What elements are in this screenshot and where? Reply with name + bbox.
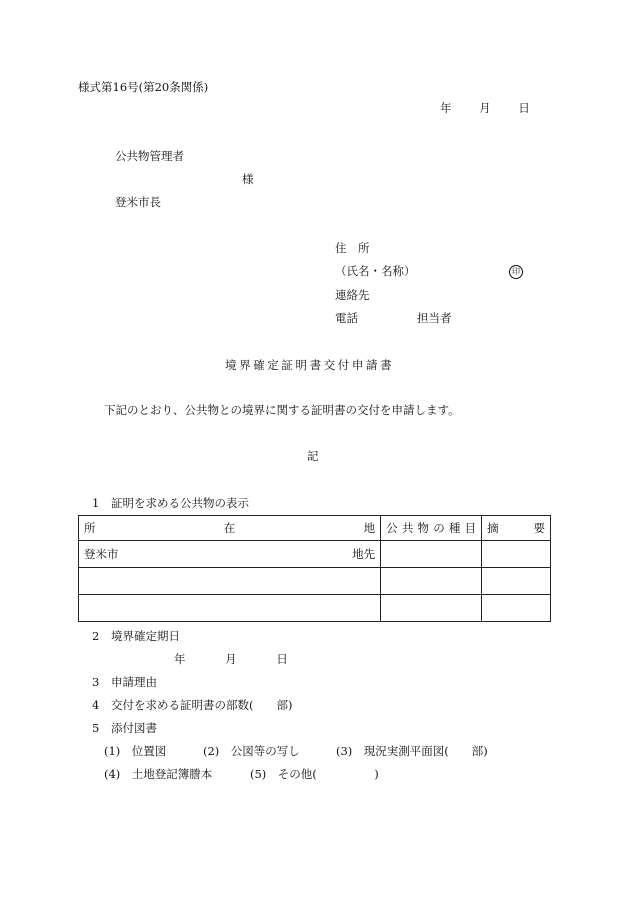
- ki-heading: 記: [307, 449, 319, 463]
- remarks-cell[interactable]: [482, 568, 551, 595]
- item-3-label: 申請理由: [111, 675, 157, 689]
- city-name: 登米市: [84, 547, 119, 561]
- seal-icon: 印: [509, 265, 523, 279]
- location-suffix: 地先: [352, 547, 376, 561]
- date-year: 年: [440, 101, 452, 115]
- remarks-cell[interactable]: [482, 595, 551, 622]
- addressee-org: 公共物管理者: [115, 149, 184, 163]
- item-1-label: 証明を求める公共物の表示: [111, 496, 249, 510]
- name-label: （氏名・名称）: [335, 264, 416, 278]
- document-title: 境界確定証明書交付申請書: [225, 358, 395, 372]
- attachment-4: (4) 土地登記簿謄本: [104, 767, 213, 781]
- table-row: [79, 541, 551, 568]
- header-property-type: 公 共 物 の 種 目: [381, 516, 482, 541]
- boundary-date-month: 月: [225, 652, 237, 666]
- table-header-row: [79, 516, 551, 541]
- attachment-3: (3) 現況実測平面図( 部): [336, 744, 488, 758]
- phone-label: 電話: [335, 311, 358, 325]
- item-3-number: 3: [92, 675, 100, 689]
- item-4-number: 4: [92, 698, 100, 712]
- application-date: [440, 103, 530, 115]
- item-4-label: 交付を求める証明書の部数( 部): [111, 698, 293, 712]
- table-row: [79, 568, 551, 595]
- property-type-cell[interactable]: [381, 541, 482, 568]
- property-type-cell[interactable]: [381, 568, 482, 595]
- boundary-date: [174, 654, 288, 666]
- attachment-5: (5) その他( ): [250, 767, 379, 781]
- address-label: 住 所: [335, 241, 370, 255]
- table-row: [79, 595, 551, 622]
- location-cell[interactable]: [79, 595, 381, 622]
- boundary-date-day: 日: [276, 652, 288, 666]
- item-2-label: 境界確定期日: [111, 629, 180, 643]
- form-number: 様式第16号(第20条関係): [78, 80, 209, 94]
- date-month: 月: [479, 101, 491, 115]
- header-remarks: 摘 要: [482, 516, 551, 541]
- item-2-number: 2: [92, 629, 100, 643]
- location-cell[interactable]: [79, 541, 381, 568]
- boundary-date-year: 年: [174, 652, 186, 666]
- seal-mark: [509, 265, 523, 279]
- item-5-number: 5: [92, 721, 100, 735]
- person-label: 担当者: [417, 311, 452, 325]
- contact-label: 連絡先: [335, 288, 370, 302]
- attachment-1: (1) 位置図: [104, 744, 167, 758]
- intro-text: 下記のとおり、公共物との境界に関する証明書の交付を申請します。: [104, 403, 460, 417]
- public-property-table: [78, 515, 551, 622]
- location-cell[interactable]: [79, 568, 381, 595]
- remarks-cell[interactable]: [482, 541, 551, 568]
- attachment-2: (2) 公図等の写し: [203, 744, 300, 758]
- header-location: 所 在 地: [79, 516, 381, 541]
- addressee-honorific: 様: [242, 172, 254, 186]
- item-1-number: 1: [92, 496, 100, 510]
- property-type-cell[interactable]: [381, 595, 482, 622]
- date-day: 日: [518, 101, 530, 115]
- item-5-label: 添付図書: [111, 721, 157, 735]
- addressee-via: 登米市長: [115, 195, 161, 209]
